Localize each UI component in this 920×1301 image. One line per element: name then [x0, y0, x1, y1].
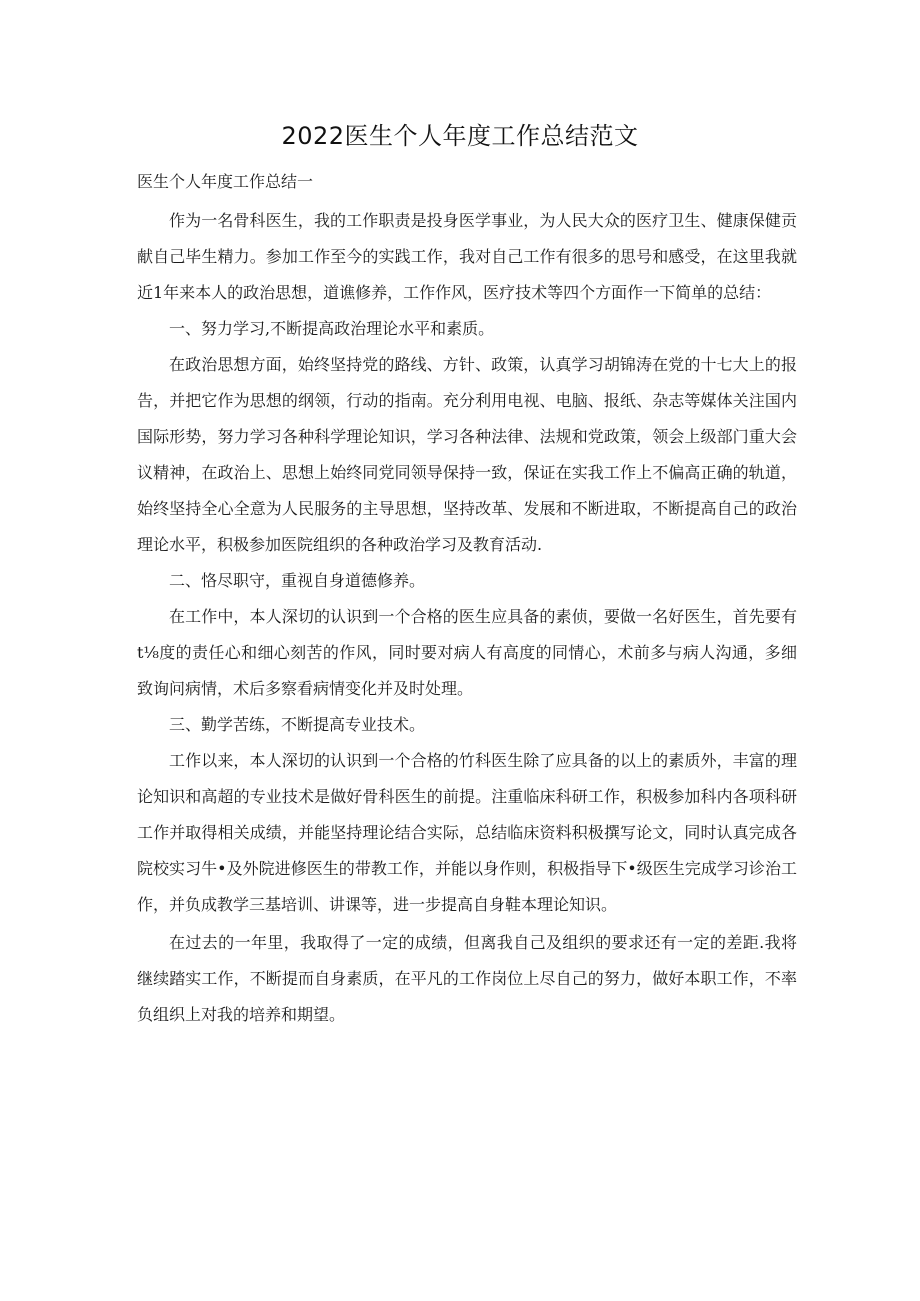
paragraph-intro: 作为一名骨科医生，我的工作职责是投身医学事业，为人民大众的医疗卫生、健康保健贡献自己毕生精力。参加工作至今的实践工作，我对自己工作有很多的思号和感受，在这里我就近1年来本人的政治思想，道谯修养，工作作风，医疗技术等四个方面作一下简单的总结： [137, 211, 797, 302]
paragraph-skills: 工作以来，本人深切的认识到一个合格的竹科医生除了应具备的以上的素质外，丰富的理论知识和高超的专业技术是做好骨科医生的前提。注重临床科研工作，积极参加科内各项科研工作并取得相关成绩，并能坚持理论结合实际，总结临床资料积极撰写论文，同时认真完成各院校实习牛•及外院进修医生的带教工作，并能以身作则，积极指导下•级医生完成学习诊治工作，并负成教学三基培训、讲课等，进一步提高自身鞋本理论知识。 [137, 751, 797, 914]
heading-one: 一、努力学习,不断提高政治理论水平和素质。 [169, 319, 495, 338]
section-subtitle: 医生个人年度工作总结一 [137, 172, 314, 191]
paragraph-politics: 在政治思想方面，始终坚持党的路线、方针、政策，认真学习胡锦涛在党的十七大上的报告，并把它作为思想的纲领，行动的指南。充分利用电视、电脑、报纸、杂志等媒体关注国内国际形势，努力学习各种科学理论知识，学习各种法律、法规和党政策，领会上级部门重大会议精神，在政治上、思想上始终同党同领导保持一致，保证在实我工作上不偏高正确的轨道，始终坚持全心全意为人民服务的主导思想，坚持改革、发展和不断进取，不断提高自己的政治理论水平，积极参加医院组织的各种政治学习及教育活动. [137, 355, 797, 554]
paragraph-conclusion: 在过去的一年里，我取得了一定的成绩，但离我自己及组织的要求还有一定的差距.我将继续踏实工作，不断提而自身素质，在平凡的工作岗位上尽自己的努力，做好本职工作，不率负组织上对我的培养和期望。 [137, 933, 797, 1024]
document-body [137, 203, 797, 1033]
heading-three: 三、勤学苦练，不断提高专业技术。 [169, 715, 426, 734]
paragraph-ethics: 在工作中，本人深切的认识到一个合格的医生应具备的素侦，要做一名好医生，首先要有t⅛度的责任心和细心刻苦的作风，同时要对病人有高度的同情心，术前多与病人沟通，多细致询问病情，术后多察看病情变化并及时处理。 [137, 607, 797, 698]
document-title: 2022医生个人年度工作总结范文 [281, 122, 639, 150]
heading-two: 二、恪尽职守，重视自身道德修养。 [169, 571, 426, 590]
